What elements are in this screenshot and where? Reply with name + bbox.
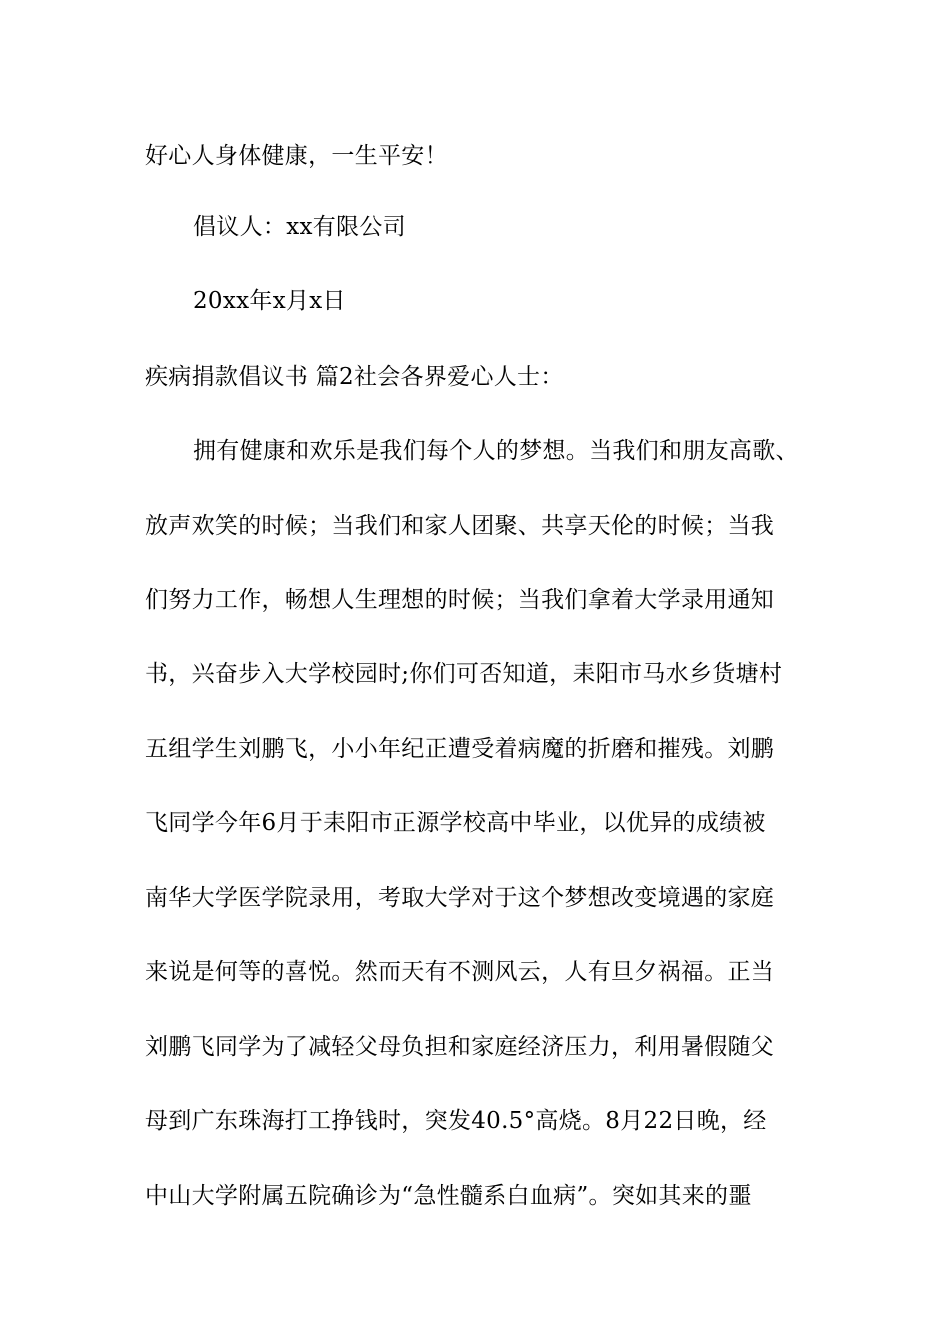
section-heading: 疾病捐款倡议书 篇2社会各界爱心人士： (145, 364, 564, 390)
paragraph-line: 书，兴奋步入大学校园时;你们可否知道，耒阳市马水乡货塘村 (145, 661, 783, 687)
paragraph-line: 们努力工作，畅想人生理想的时候；当我们拿着大学录用通知 (145, 587, 775, 613)
paragraph-line: 五组学生刘鹏飞，小小年纪正遭受着病魔的折磨和摧残。刘鹏 (145, 736, 775, 762)
paragraph-line: 母到广东珠海打工挣钱时，突发40.5°高烧。8月22日晚，经 (145, 1108, 767, 1134)
paragraph-line: 中山大学附属五院确诊为“急性髓系白血病”。突如其来的噩 (145, 1183, 752, 1209)
paragraph-line: 南华大学医学院录用，考取大学对于这个梦想改变境遇的家庭 (145, 885, 775, 911)
paragraph-line: 拥有健康和欢乐是我们每个人的梦想。当我们和朋友高歌、 (193, 438, 799, 464)
closing-wish-line: 好心人身体健康，一生平安！ (145, 143, 448, 169)
paragraph-line: 来说是何等的喜悦。然而天有不测风云，人有旦夕祸福。正当 (145, 959, 775, 985)
date-line: 20xx年x月x日 (193, 288, 346, 314)
signatory-line: 倡议人：xx有限公司 (193, 214, 406, 240)
paragraph-line: 刘鹏飞同学为了减轻父母负担和家庭经济压力，利用暑假随父 (145, 1034, 775, 1060)
paragraph-line: 飞同学今年6月于耒阳市正源学校高中毕业，以优异的成绩被 (145, 810, 766, 836)
paragraph-line: 放声欢笑的时候；当我们和家人团聚、共享天伦的时候；当我 (145, 513, 775, 539)
